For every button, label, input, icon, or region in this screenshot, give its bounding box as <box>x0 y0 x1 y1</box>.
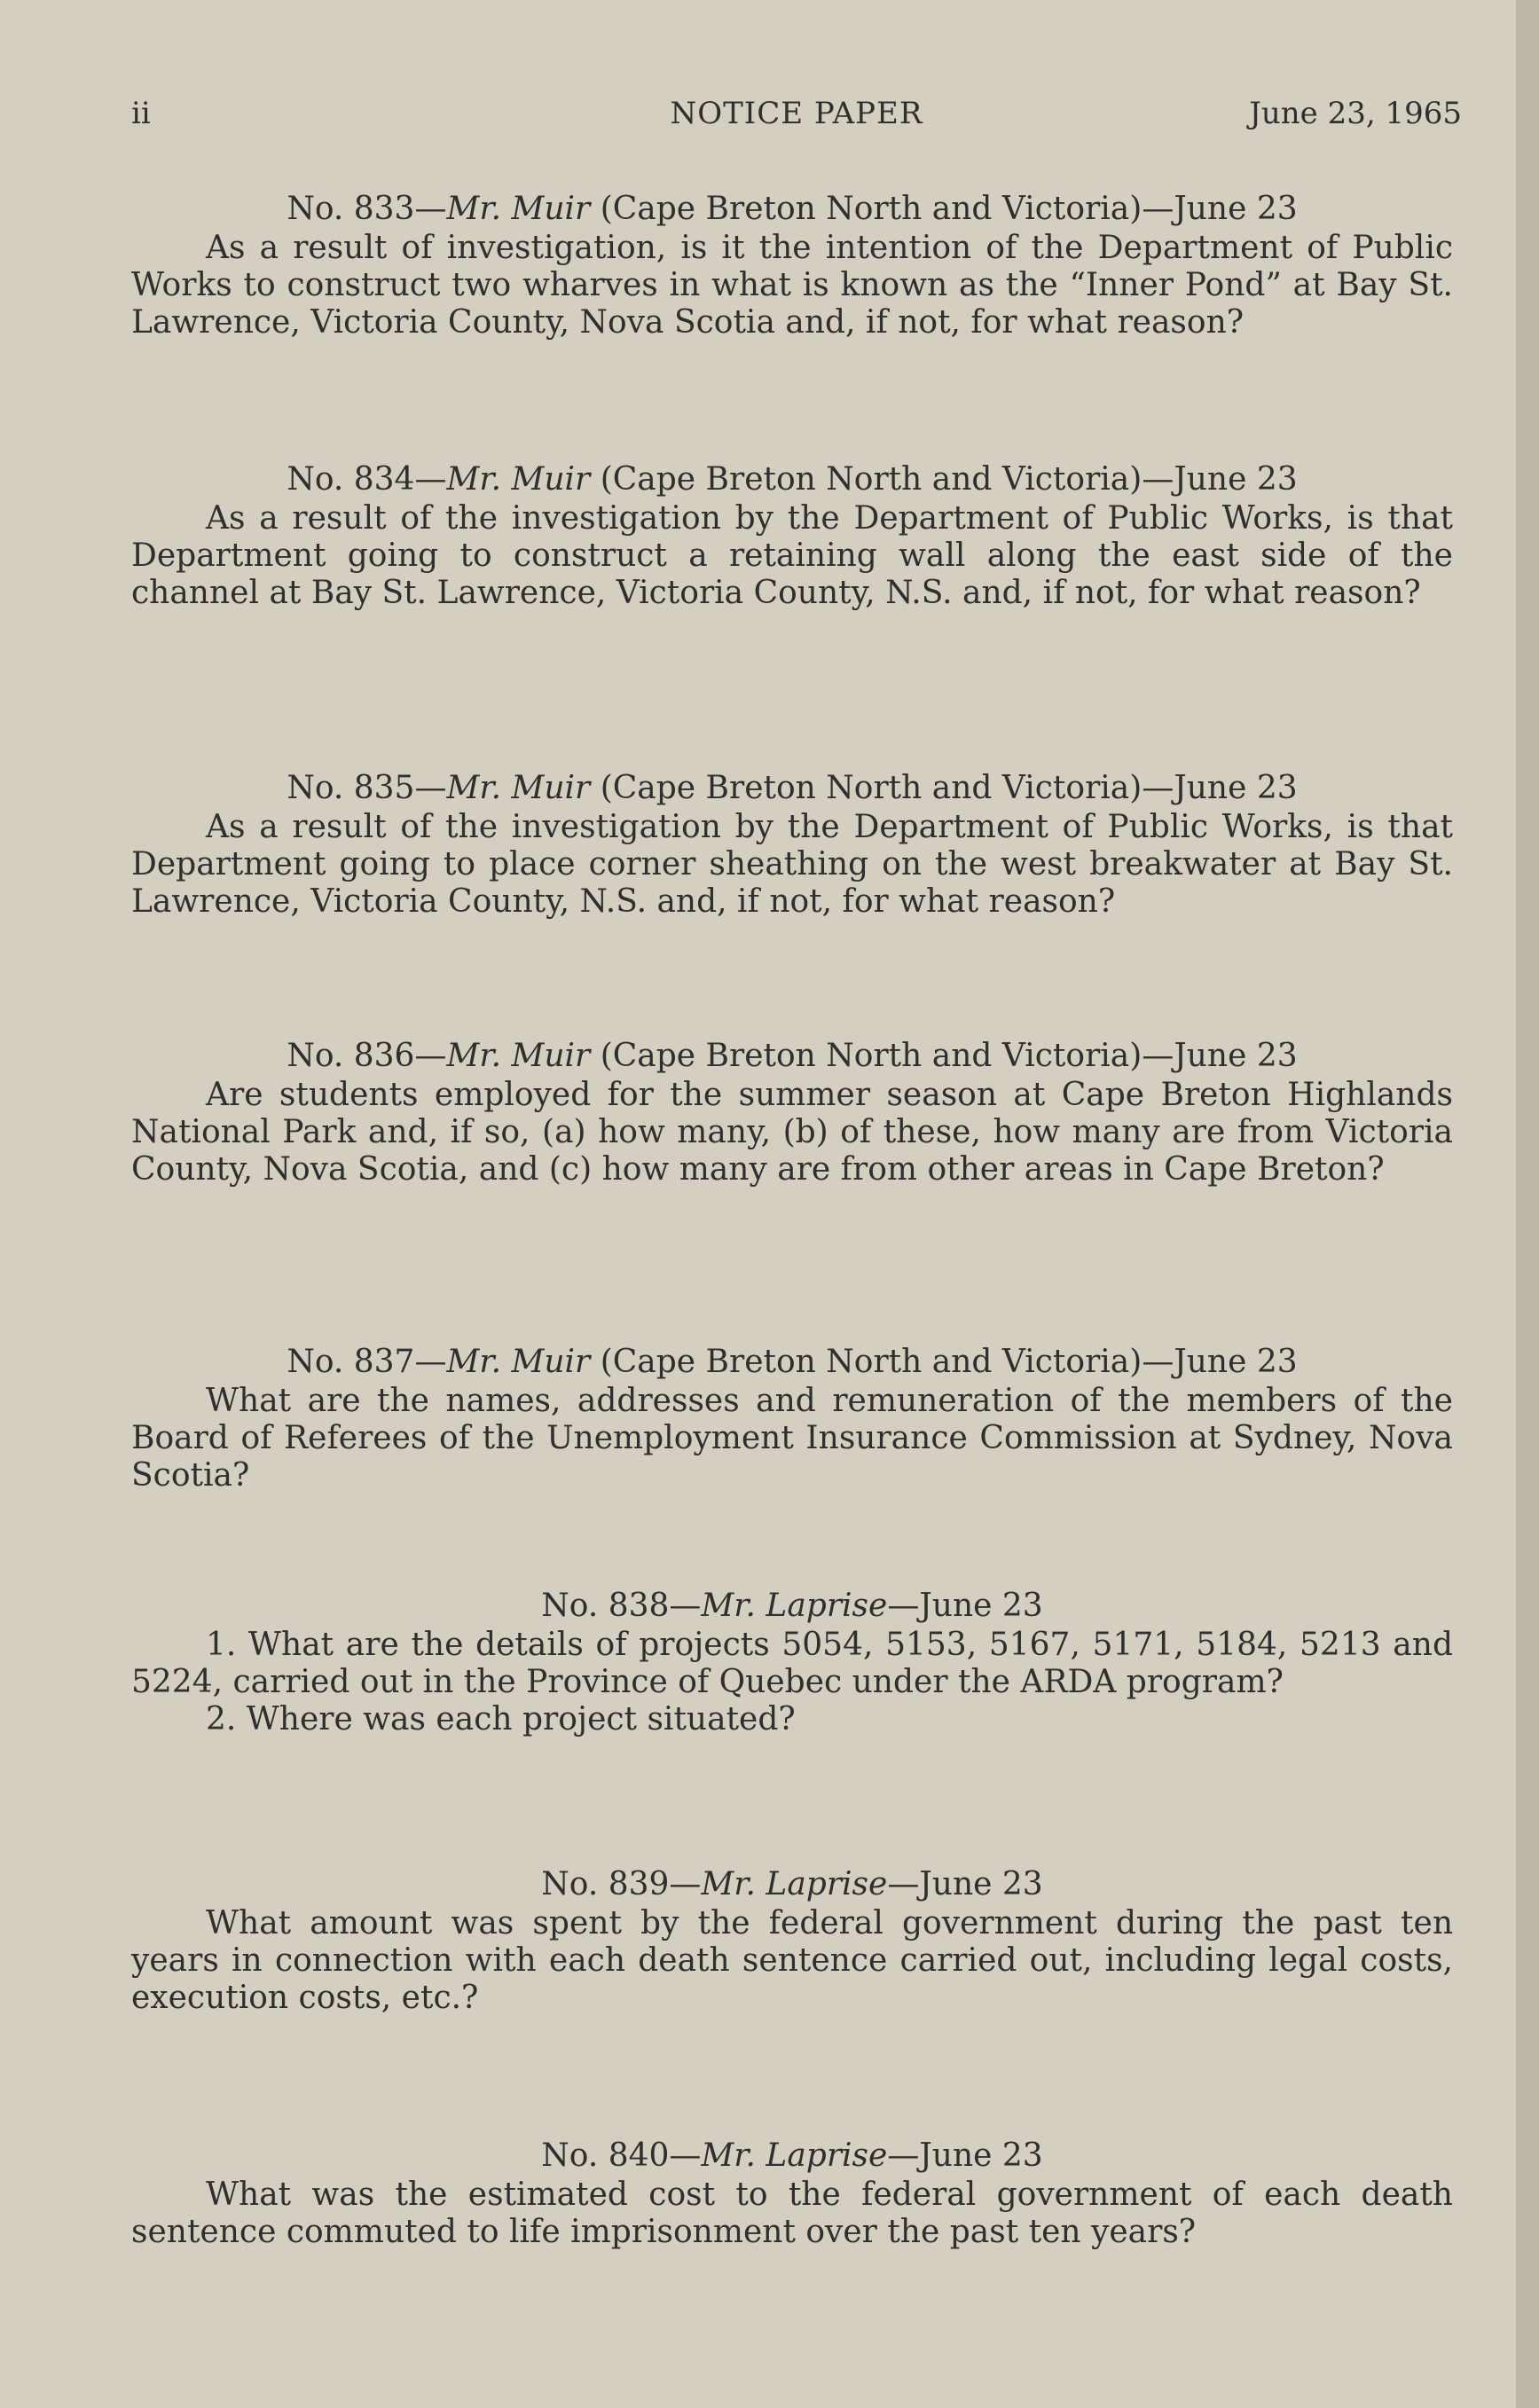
question-member: Mr. Muir <box>446 1344 591 1380</box>
page-number: ii <box>131 96 151 131</box>
question-member: Mr. Muir <box>446 461 591 498</box>
question-heading: No. 837—Mr. Muir (Cape Breton North and Victoria)—June 23 <box>287 1344 1298 1380</box>
question-member: Mr. Muir <box>446 191 591 227</box>
question-date: June 23 <box>919 2137 1043 2174</box>
question-block <box>131 2137 1453 2251</box>
question-member: Mr. Laprise <box>701 2137 888 2174</box>
question-number: No. 838 <box>541 1588 670 1624</box>
page-header <box>131 96 1462 138</box>
question-heading: No. 839—Mr. Laprise—June 23 <box>541 1866 1043 1902</box>
question-heading: No. 833—Mr. Muir (Cape Breton North and Victoria)—June 23 <box>287 191 1298 227</box>
question-date: June 23 <box>1174 1038 1298 1074</box>
question-number: No. 840 <box>541 2137 670 2174</box>
question-date: June 23 <box>919 1866 1043 1902</box>
question-heading: No. 835—Mr. Muir (Cape Breton North and Victoria)—June 23 <box>287 770 1298 806</box>
question-number: No. 835 <box>287 770 415 806</box>
question-date: June 23 <box>1174 1344 1298 1380</box>
question-riding: (Cape Breton North and Victoria) <box>600 770 1142 806</box>
question-date: June 23 <box>1174 191 1298 227</box>
question-date: June 23 <box>1174 461 1298 498</box>
question-riding: (Cape Breton North and Victoria) <box>600 1038 1142 1074</box>
question-number: No. 833 <box>287 191 415 227</box>
question-block <box>131 1588 1453 1738</box>
question-number: No. 836 <box>287 1038 415 1074</box>
question-block <box>131 1038 1453 1188</box>
question-date: June 23 <box>1174 770 1298 806</box>
question-number: No. 834 <box>287 461 415 498</box>
page-edge <box>1516 0 1539 2408</box>
header-date: June 23, 1965 <box>1249 96 1462 131</box>
question-text: What was the estimated cost to the federal government of each death sentence commuted to life imprisonment over the past ten years? <box>131 2177 1453 2250</box>
question-heading: No. 834—Mr. Muir (Cape Breton North and Victoria)—June 23 <box>287 461 1298 498</box>
question-member: Mr. Muir <box>446 1038 591 1074</box>
question-text: As a result of the investigation by the Department of Public Works, is that Department going to place corner sheathing on the west breakwater at Bay St. Lawrence, Victoria County, N.S. and, if not, for what reason? <box>131 809 1453 920</box>
question-block <box>131 461 1453 612</box>
page-title: NOTICE PAPER <box>670 96 923 131</box>
question-heading: No. 840—Mr. Laprise—June 23 <box>541 2137 1043 2174</box>
question-text: What amount was spent by the federal government during the past ten years in connection with each death sentence carried out, including legal costs, execution costs, etc.? <box>131 1905 1453 2016</box>
question-block <box>131 770 1453 921</box>
question-block <box>131 1866 1453 2017</box>
question-text: Are students employed for the summer season at Cape Breton Highlands National Park and, if so, (a) how many, (b) of these, how many are from Victoria County, Nova Scotia, and (c) how many are from other areas in Cape Breton? <box>131 1077 1453 1188</box>
question-riding: (Cape Breton North and Victoria) <box>600 1344 1142 1380</box>
question-text: As a result of the investigation by the Department of Public Works, is that Department going to construct a retaining wall along the east side of the channel at Bay St. Lawrence, Victoria County, N.S. and, if not, for what reason? <box>131 500 1453 611</box>
question-date: June 23 <box>919 1588 1043 1624</box>
question-heading: No. 836—Mr. Muir (Cape Breton North and Victoria)—June 23 <box>287 1038 1298 1074</box>
question-number: No. 837 <box>287 1344 415 1380</box>
question-riding: (Cape Breton North and Victoria) <box>600 191 1142 227</box>
question-member: Mr. Muir <box>446 770 591 806</box>
question-member: Mr. Laprise <box>701 1588 888 1624</box>
question-block <box>131 191 1453 341</box>
question-text: As a result of investigation, is it the intention of the Department of Public Works to construct two wharves in what is known as the “Inner Pond” at Bay St. Lawrence, Victoria County, Nova Scotia and, if not, for what reason? <box>131 230 1453 341</box>
question-text: What are the names, addresses and remuneration of the members of the Board of Referees of the Unemployment Insurance Commission at Sydney, Nova Scotia? <box>131 1383 1453 1494</box>
question-number: No. 839 <box>541 1866 670 1902</box>
question-text: 1. What are the details of projects 5054, 5153, 5167, 5171, 5184, 5213 and 5224, carried out in the Province of Quebec under the ARDA program? <box>131 1627 1453 1700</box>
question-member: Mr. Laprise <box>701 1866 888 1902</box>
question-heading: No. 838—Mr. Laprise—June 23 <box>541 1588 1043 1624</box>
question-block <box>131 1344 1453 1494</box>
question-riding: (Cape Breton North and Victoria) <box>600 461 1142 498</box>
question-text: 2. Where was each project situated? <box>206 1701 796 1737</box>
